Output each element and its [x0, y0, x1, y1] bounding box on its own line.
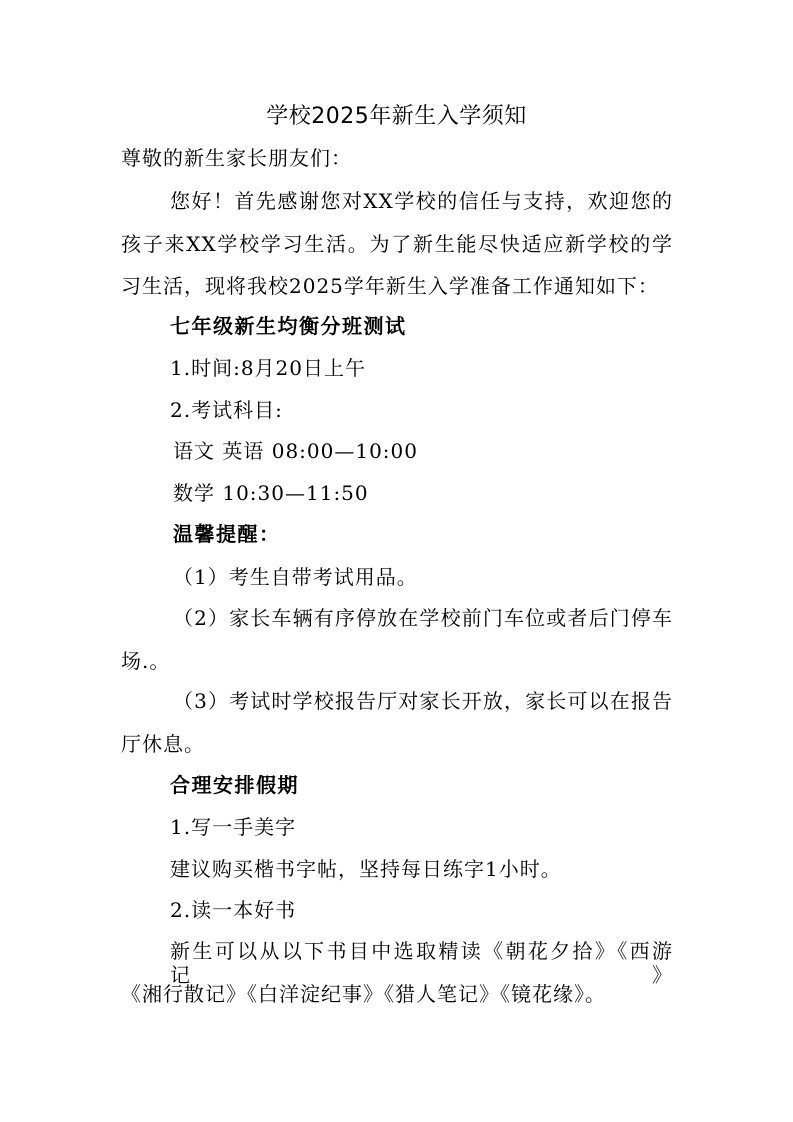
- intro-line-2: 孩子来XX学校学习生活。为了新生能尽快适应新学校的学: [121, 232, 673, 256]
- reminder-heading: 温馨提醒：: [173, 522, 281, 546]
- holiday-item-2-line-1: 新生可以从以下书目中选取精读《朝花夕拾》《西游记》: [170, 939, 673, 987]
- holiday-item-1-text: 建议购买楷书字帖，坚持每日练字1小时。: [170, 857, 562, 881]
- intro-line-3: 习生活，现将我校2025学年新生入学准备工作通知如下：: [121, 274, 659, 298]
- reminder-item-1: （1）考生自带考试用品。: [173, 565, 418, 589]
- reminder-item-2-line-2: 场.。: [121, 649, 171, 673]
- holiday-item-2-line-2: 《湘行散记》《白洋淀纪事》《猎人笔记》《镜花缘》。: [121, 982, 606, 1006]
- section-heading-placement-test: 七年级新生均衡分班测试: [170, 314, 407, 338]
- exam-subjects-label: 2.考试科目:: [170, 398, 283, 422]
- reminder-item-3-line-1: （3）考试时学校报告厅对家长开放，家长可以在报告: [173, 689, 673, 713]
- reminder-item-3-line-2: 厅休息。: [121, 732, 205, 756]
- section-heading-holiday: 合理安排假期: [170, 773, 299, 797]
- exam-schedule-2: 数学 10:30—11:50: [173, 481, 369, 505]
- exam-time: 1.时间:8月20日上午: [170, 356, 366, 380]
- intro-line-1: 您好！首先感谢您对XX学校的信任与支持，欢迎您的: [170, 189, 673, 213]
- exam-schedule-1: 语文 英语 08:00—10:00: [173, 439, 418, 463]
- page-title: 学校2025年新生入学须知: [266, 104, 527, 129]
- greeting: 尊敬的新生家长朋友们：: [121, 146, 352, 170]
- holiday-item-1-title: 1.写一手美字: [170, 815, 297, 839]
- reminder-item-2-line-1: （2）家长车辆有序停放在学校前门车位或者后门停车: [173, 606, 673, 630]
- holiday-item-2-title: 2.读一本好书: [170, 898, 297, 922]
